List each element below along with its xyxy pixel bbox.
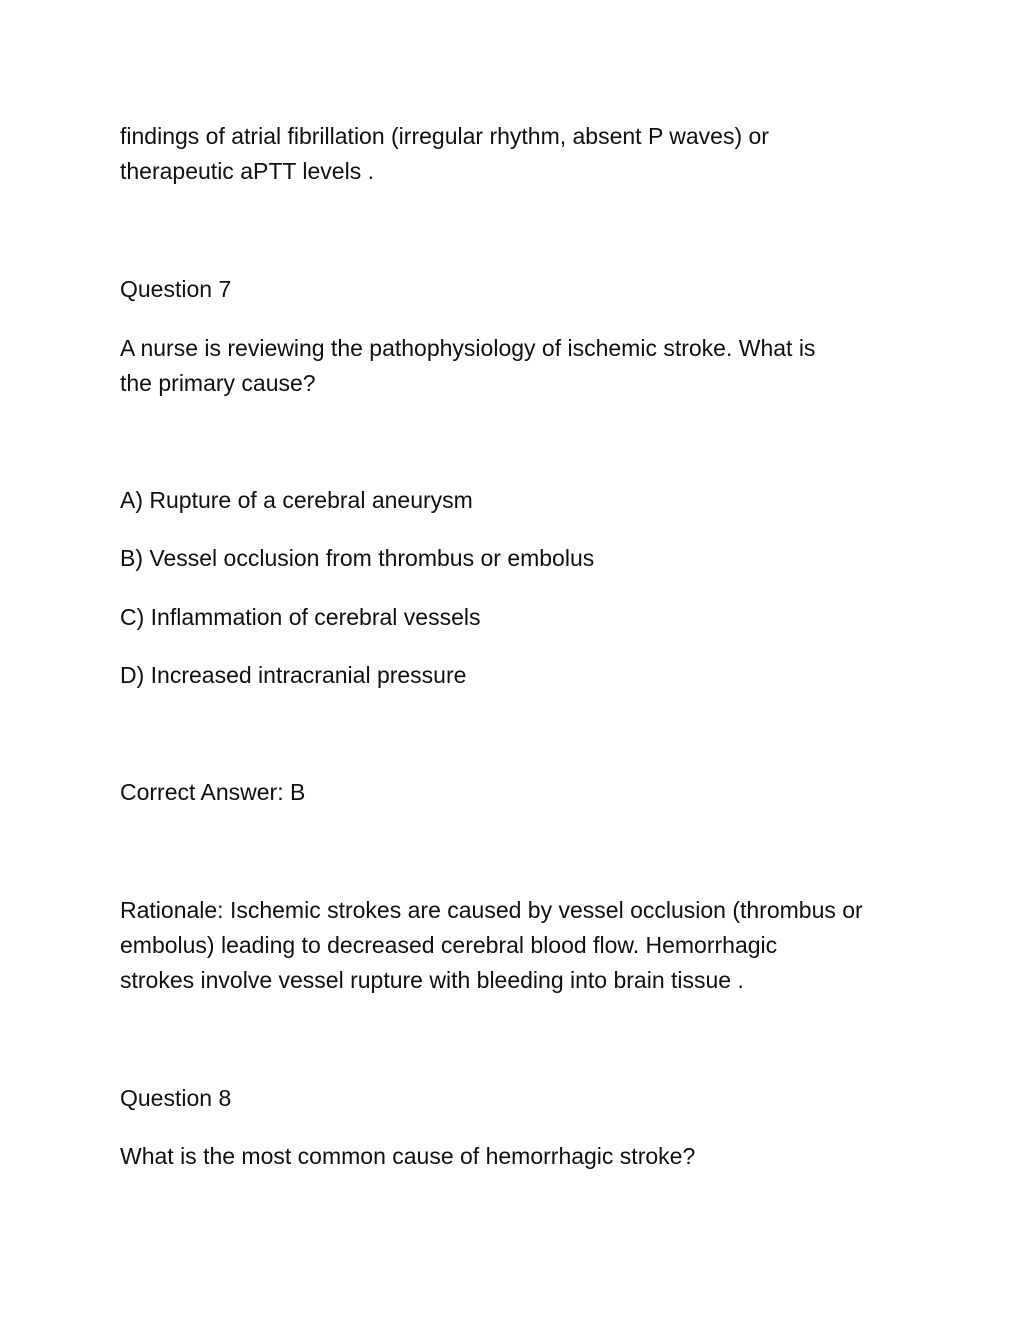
text-line: the primary cause? (120, 370, 316, 396)
text-line: A nurse is reviewing the pathophysiology of ischemic stroke. What is (120, 335, 816, 361)
text-line: strokes involve vessel rupture with bleeding into brain tissue . (120, 967, 744, 993)
text-line: Rationale: Ischemic strokes are caused by vessel occlusion (thrombus or (120, 897, 863, 923)
question-heading: Question 8 (120, 1085, 232, 1111)
question-stem: What is the most common cause of hemorrhagic stroke? (120, 1143, 696, 1169)
option-a: A) Rupture of a cerebral aneurysm (120, 487, 473, 513)
option-c: C) Inflammation of cerebral vessels (120, 604, 481, 630)
question-heading: Question 7 (120, 276, 232, 302)
correct-answer: Correct Answer: B (120, 779, 306, 805)
option-b: B) Vessel occlusion from thrombus or embolus (120, 545, 595, 571)
option-d: D) Increased intracranial pressure (120, 662, 467, 688)
text-line: therapeutic aPTT levels . (120, 158, 374, 184)
text-line: findings of atrial fibrillation (irregular rhythm, absent P waves) or (120, 123, 769, 149)
text-line: embolus) leading to decreased cerebral blood flow. Hemorrhagic (120, 932, 778, 958)
